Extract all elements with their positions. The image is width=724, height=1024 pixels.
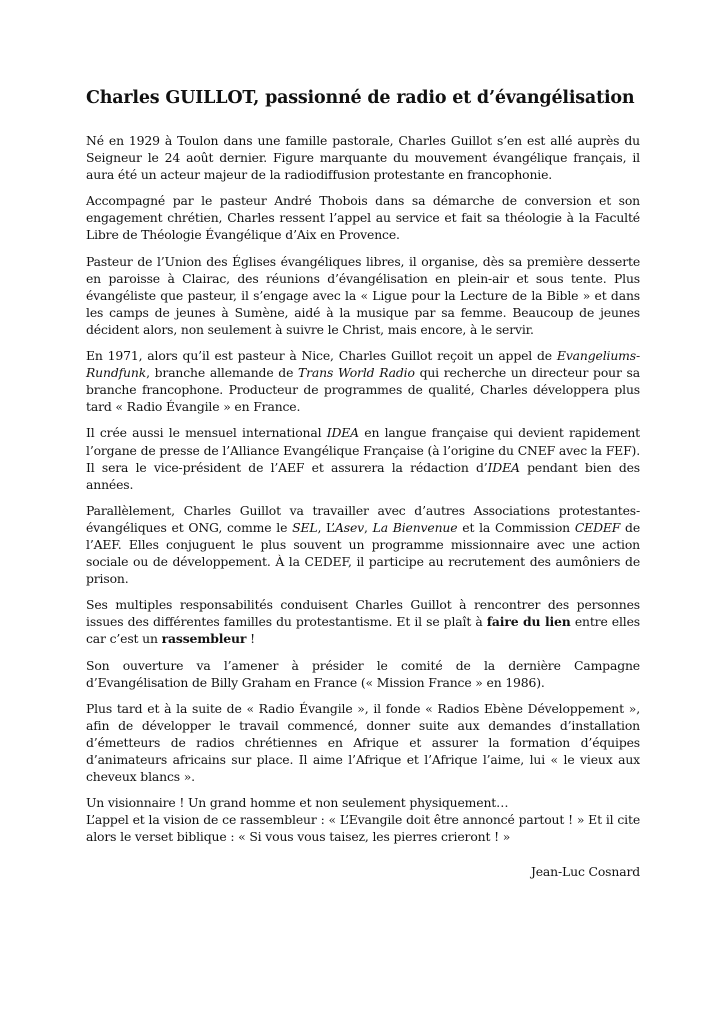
publication-name: IDEA — [487, 459, 520, 475]
paragraph-conversion: Accompagné par le pasteur André Thobois dans sa démarche de conversion et son engagement chrétien, Charles ressent l’appel au service et fait sa théologie à la Faculté Libre de Théologie Évangélique d’Aix en Provence. — [86, 193, 640, 243]
paragraph-birth: Né en 1929 à Toulon dans une famille pastorale, Charles Guillot s’en est allé auprès du Seigneur le 24 août dernier. Figure marquante du mouvement évangélique français, il aura été un acteur majeur de la radiodiffusion protestante en francophonie. — [86, 133, 640, 183]
org-name: Asev — [334, 519, 364, 535]
text-segment: entre elles car c’est un — [86, 614, 640, 647]
org-name: CEDEF — [574, 519, 621, 535]
article-body — [86, 132, 640, 890]
text-segment: , branche allemande de — [146, 365, 299, 381]
paragraph-billy-graham: Son ouverture va l’amener à présider le comité de la dernière Campagne d’Evangélisation de Billy Graham en France (« Mission France » en 1986). — [86, 657, 640, 690]
text-segment: pendant bien des années. — [86, 459, 640, 492]
paragraph-idea — [86, 424, 640, 492]
text-segment: qui recherche un directeur pour sa branche francophone. Producteur de programmes de qualité, Charles développera plus tard « Radio Évangile » en France. — [86, 365, 640, 415]
text-segment: Il crée aussi le mensuel international — [86, 425, 327, 441]
author-signature: Jean-Luc Cosnard — [530, 864, 640, 880]
org-name: Trans World Radio — [298, 365, 415, 381]
org-name: SEL — [292, 519, 318, 535]
text-segment: Parallèlement, Charles Guillot va travailler avec d’autres Associations protestantes-évangéliques et ONG, comme le — [86, 502, 640, 535]
paragraph-visionary — [86, 794, 640, 845]
text-segment: ! — [246, 631, 255, 647]
publication-name: IDEA — [326, 425, 359, 441]
org-name: Evangeliums-Rundfunk — [86, 348, 640, 381]
text-segment: En 1971, alors qu’il est pasteur à Nice, Charles Guillot reçoit un appel de — [86, 348, 557, 364]
paragraph-africa: Plus tard et à la suite de « Radio Évangile », il fonde « Radios Ebène Développement », afin de développer le travail commencé, donner suite aux demandes d’installation d’émetteurs de radios chrétiennes en Afrique et assurer la formation d’équipes d’animateurs africains sur place. Il aime l’Afrique et l’Afrique l’aime, lui « le vieux aux cheveux blancs ». — [86, 700, 640, 785]
emphasis-text: rassembleur — [161, 631, 247, 647]
text-segment: , — [364, 519, 373, 535]
org-name: La Bienvenue — [372, 519, 458, 535]
text-segment: et la Commission — [457, 519, 575, 535]
paragraph-radio — [86, 347, 640, 415]
text-line: Un visionnaire ! Un grand homme et non seulement physiquement… — [86, 795, 509, 811]
text-segment: , L’ — [317, 519, 335, 535]
paragraph-pastor: Pasteur de l’Union des Églises évangéliques libres, il organise, dès sa première desserte en paroisse à Clairac, des réunions d’évangélisation en plein-air et sous tente. Plus évangéliste que pasteur, il s’engage avec la « Ligue pour la Lecture de la Bible » et dans les camps de jeunes à Sumène, aidé à la musique par sa femme. Beaucoup de jeunes décident alors, non seulement à suivre le Christ, mais encore, à le servir. — [86, 253, 640, 337]
text-segment: Ses multiples responsabilités conduisent Charles Guillot à rencontrer des personnes issues des différentes familles du protestantisme. Et il se plaît à — [86, 597, 640, 630]
text-segment: de l’AEF. Elles conjuguent le plus souvent un programme missionnaire avec une action sociale ou de développement. À la CEDEF, il participe au recrutement des aumôniers de prison. — [86, 519, 640, 587]
paragraph-associations — [86, 502, 640, 587]
text-segment: en langue française qui devient rapidement l’organe de presse de l’Alliance Evangélique Française (à l’origine du CNEF avec la FEF). Il sera le vice-président de l’AEF et assurera la rédaction d’ — [86, 425, 640, 475]
article-title: Charles GUILLOT, passionné de radio et d’évangélisation — [86, 88, 635, 108]
text-line: L’appel et la vision de ce rassembleur : « L’Evangile doit être annoncé partout ! » Et il cite alors le verset biblique : « Si vous vous taisez, les pierres crieront ! » — [86, 812, 640, 845]
paragraph-responsibilities — [86, 596, 640, 647]
emphasis-text: faire du lien — [486, 614, 571, 630]
